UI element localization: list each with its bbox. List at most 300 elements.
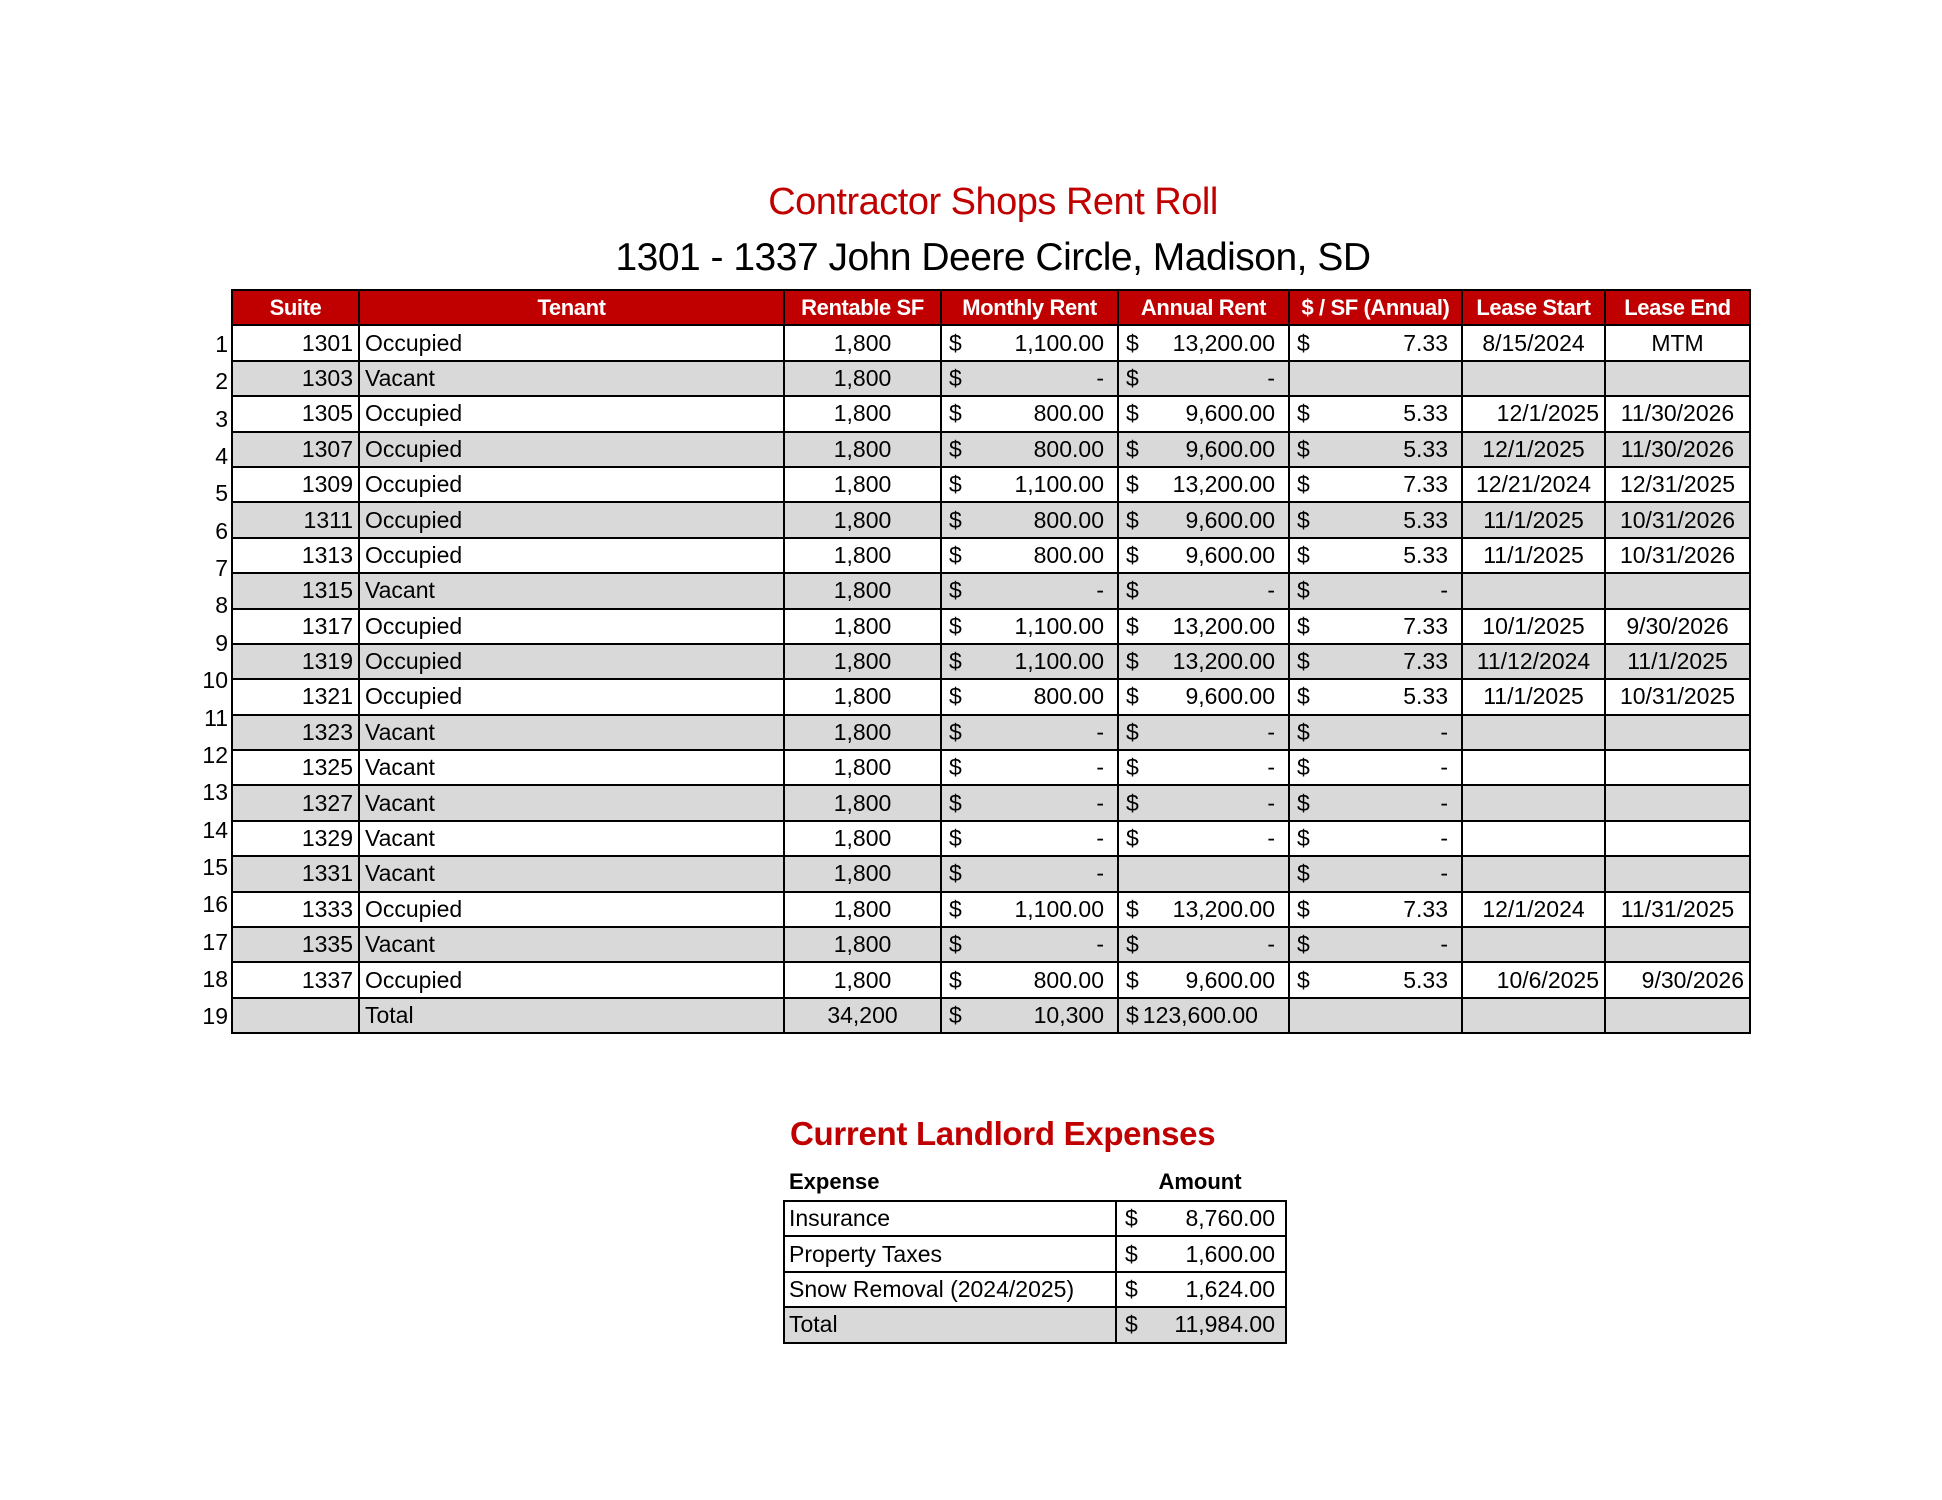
currency-symbol: $	[949, 435, 962, 462]
expense-row	[784, 1236, 1286, 1271]
rentable-sf-cell: 1,800	[784, 644, 941, 679]
col-header-monthly-rent: Monthly Rent	[941, 290, 1118, 325]
lease-end-cell	[1605, 927, 1750, 962]
rentable-sf-cell: 1,800	[784, 325, 941, 360]
expenses-title: Current Landlord Expenses	[790, 1115, 1216, 1152]
rentable-sf-cell: 1,800	[784, 396, 941, 431]
suite-cell: 1305	[232, 396, 359, 431]
annual-value: -	[1267, 825, 1275, 852]
currency-symbol: $	[949, 718, 962, 745]
monthly-cell	[941, 325, 1118, 360]
lease-end-cell: 9/30/2026	[1605, 609, 1750, 644]
annual-value: 9,600.00	[1185, 683, 1275, 710]
monthly-value: 800.00	[1033, 541, 1104, 568]
currency-symbol: $	[1297, 754, 1310, 781]
expense-name: Property Taxes	[784, 1236, 1116, 1271]
lease-end-cell	[1605, 856, 1750, 891]
row-number: 6	[215, 517, 228, 544]
currency-symbol: $	[949, 541, 962, 568]
lease-start-cell: 12/1/2025	[1462, 396, 1605, 431]
lease-end-cell: 12/31/2025	[1605, 467, 1750, 502]
suite-cell: 1327	[232, 785, 359, 820]
annual-cell	[1118, 573, 1289, 608]
expenses-col-expense: Expense	[789, 1169, 880, 1194]
rentable-sf-cell: 1,800	[784, 538, 941, 573]
row-number: 8	[215, 592, 228, 619]
table-row	[232, 892, 1750, 927]
rentable-sf-cell: 1,800	[784, 502, 941, 537]
total-monthly-value: 10,300	[1033, 1002, 1104, 1028]
currency-symbol: $	[949, 612, 962, 639]
table-row	[232, 361, 1750, 396]
total-annual-cell	[1118, 998, 1289, 1033]
suite-cell: 1317	[232, 609, 359, 644]
annual-cell	[1118, 750, 1289, 785]
rentable-sf-cell: 1,800	[784, 892, 941, 927]
lease-start-cell	[1462, 821, 1605, 856]
monthly-cell	[941, 502, 1118, 537]
table-row	[232, 785, 1750, 820]
currency-symbol: $	[1297, 506, 1310, 533]
suite-cell: 1319	[232, 644, 359, 679]
annual-cell	[1118, 892, 1289, 927]
tenant-cell: Vacant	[359, 856, 784, 891]
currency-symbol: $	[949, 648, 962, 675]
currency-symbol: $	[1125, 1311, 1138, 1338]
monthly-value: 800.00	[1033, 400, 1104, 427]
currency-symbol: $	[949, 789, 962, 816]
psf-cell	[1289, 644, 1462, 679]
currency-symbol: $	[949, 1002, 962, 1028]
currency-symbol: $	[949, 895, 962, 922]
annual-cell	[1118, 785, 1289, 820]
row-number: 7	[215, 555, 228, 582]
lease-end-cell: 11/31/2025	[1605, 892, 1750, 927]
suite-cell: 1301	[232, 325, 359, 360]
annual-cell	[1118, 502, 1289, 537]
lease-start-cell: 11/12/2024	[1462, 644, 1605, 679]
monthly-cell	[941, 927, 1118, 962]
monthly-cell	[941, 609, 1118, 644]
monthly-value: -	[1096, 364, 1104, 391]
currency-symbol: $	[1297, 329, 1310, 356]
suite-cell: 1307	[232, 432, 359, 467]
currency-symbol: $	[1125, 1205, 1138, 1232]
annual-cell	[1118, 856, 1289, 891]
monthly-cell	[941, 892, 1118, 927]
suite-cell: 1315	[232, 573, 359, 608]
expense-amount: 8,760.00	[1185, 1205, 1275, 1232]
tenant-cell: Occupied	[359, 644, 784, 679]
currency-symbol: $	[1125, 1240, 1138, 1267]
tenant-cell: Occupied	[359, 962, 784, 997]
annual-value: -	[1267, 789, 1275, 816]
annual-value: 9,600.00	[1185, 966, 1275, 993]
lease-start-cell: 11/1/2025	[1462, 679, 1605, 714]
suite-cell: 1303	[232, 361, 359, 396]
total-label: Total	[359, 998, 784, 1033]
monthly-value: -	[1096, 825, 1104, 852]
expense-amount-cell	[1116, 1307, 1286, 1342]
psf-cell	[1289, 785, 1462, 820]
monthly-value: 1,100.00	[1014, 612, 1104, 639]
monthly-cell	[941, 821, 1118, 856]
expense-amount-cell	[1116, 1201, 1286, 1236]
annual-cell	[1118, 467, 1289, 502]
psf-value: -	[1440, 577, 1448, 604]
psf-cell	[1289, 538, 1462, 573]
monthly-cell	[941, 396, 1118, 431]
lease-end-cell: 11/30/2026	[1605, 432, 1750, 467]
annual-cell	[1118, 325, 1289, 360]
annual-cell	[1118, 927, 1289, 962]
row-number: 2	[215, 368, 228, 395]
suite-cell: 1335	[232, 927, 359, 962]
expense-name: Snow Removal (2024/2025)	[784, 1272, 1116, 1307]
annual-cell	[1118, 821, 1289, 856]
currency-symbol: $	[1126, 400, 1139, 427]
lease-end-cell	[1605, 715, 1750, 750]
table-row	[232, 750, 1750, 785]
annual-cell	[1118, 715, 1289, 750]
currency-symbol: $	[949, 329, 962, 356]
monthly-cell	[941, 644, 1118, 679]
row-number: 10	[202, 667, 228, 694]
psf-value: -	[1440, 718, 1448, 745]
monthly-value: -	[1096, 754, 1104, 781]
monthly-value: 800.00	[1033, 506, 1104, 533]
lease-end-cell	[1605, 785, 1750, 820]
rentable-sf-cell: 1,800	[784, 573, 941, 608]
psf-value: 7.33	[1403, 895, 1448, 922]
row-number: 13	[202, 779, 228, 806]
lease-start-cell: 11/1/2025	[1462, 502, 1605, 537]
psf-cell	[1289, 821, 1462, 856]
annual-cell	[1118, 396, 1289, 431]
lease-end-cell	[1605, 750, 1750, 785]
expense-amount: 1,624.00	[1185, 1275, 1275, 1302]
monthly-cell	[941, 573, 1118, 608]
row-number: 17	[202, 928, 228, 955]
expense-amount: 1,600.00	[1185, 1240, 1275, 1267]
suite-cell: 1313	[232, 538, 359, 573]
annual-cell	[1118, 538, 1289, 573]
suite-cell: 1325	[232, 750, 359, 785]
monthly-cell	[941, 361, 1118, 396]
psf-cell	[1289, 396, 1462, 431]
tenant-cell: Occupied	[359, 502, 784, 537]
psf-cell	[1289, 715, 1462, 750]
row-number: 3	[215, 405, 228, 432]
lease-start-cell: 12/21/2024	[1462, 467, 1605, 502]
currency-symbol: $	[1126, 931, 1139, 958]
total-rentable-sf: 34,200	[784, 998, 941, 1033]
monthly-value: 800.00	[1033, 683, 1104, 710]
currency-symbol: $	[949, 825, 962, 852]
row-number: 5	[215, 480, 228, 507]
lease-start-cell	[1462, 715, 1605, 750]
lease-start-cell	[1462, 750, 1605, 785]
rent-roll-table	[231, 289, 1751, 1034]
suite-cell: 1337	[232, 962, 359, 997]
lease-end-cell: 10/31/2026	[1605, 502, 1750, 537]
lease-start-cell: 12/1/2025	[1462, 432, 1605, 467]
currency-symbol: $	[1126, 435, 1139, 462]
psf-value: -	[1440, 860, 1448, 887]
header-row	[232, 290, 1750, 325]
psf-value: 7.33	[1403, 612, 1448, 639]
currency-symbol: $	[1297, 789, 1310, 816]
rentable-sf-cell: 1,800	[784, 467, 941, 502]
currency-symbol: $	[949, 931, 962, 958]
tenant-cell: Occupied	[359, 892, 784, 927]
annual-cell	[1118, 609, 1289, 644]
psf-value: -	[1440, 754, 1448, 781]
currency-symbol: $	[949, 364, 962, 391]
currency-symbol: $	[1297, 718, 1310, 745]
rentable-sf-cell: 1,800	[784, 361, 941, 396]
annual-value: -	[1267, 931, 1275, 958]
psf-cell	[1289, 361, 1462, 396]
psf-value: 7.33	[1403, 471, 1448, 498]
table-row	[232, 432, 1750, 467]
tenant-cell: Vacant	[359, 361, 784, 396]
tenant-cell: Occupied	[359, 396, 784, 431]
lease-end-cell: 9/30/2026	[1605, 962, 1750, 997]
suite-cell: 1321	[232, 679, 359, 714]
annual-value: 13,200.00	[1172, 895, 1275, 922]
currency-symbol: $	[1126, 718, 1139, 745]
table-row	[232, 396, 1750, 431]
currency-symbol: $	[1126, 895, 1139, 922]
currency-symbol: $	[949, 860, 962, 887]
lease-start-cell	[1462, 856, 1605, 891]
currency-symbol: $	[1126, 506, 1139, 533]
col-header-lease-start: Lease Start	[1462, 290, 1605, 325]
lease-start-cell	[1462, 927, 1605, 962]
expense-name: Total	[784, 1307, 1116, 1342]
row-number: 1	[215, 331, 228, 357]
page-title: Contractor Shops Rent Roll	[768, 181, 1218, 223]
psf-cell	[1289, 467, 1462, 502]
rentable-sf-cell: 1,800	[784, 962, 941, 997]
tenant-cell: Vacant	[359, 821, 784, 856]
col-header-lease-end: Lease End	[1605, 290, 1750, 325]
lease-end-cell: 10/31/2026	[1605, 538, 1750, 573]
total-lease-start-cell	[1462, 998, 1605, 1033]
table-row	[232, 325, 1750, 360]
annual-value: 9,600.00	[1185, 541, 1275, 568]
rentable-sf-cell: 1,800	[784, 821, 941, 856]
table-row	[232, 715, 1750, 750]
tenant-cell: Vacant	[359, 785, 784, 820]
annual-value: -	[1267, 754, 1275, 781]
lease-start-cell: 12/1/2024	[1462, 892, 1605, 927]
row-number: 18	[202, 965, 228, 992]
currency-symbol: $	[949, 683, 962, 710]
psf-value: 5.33	[1403, 400, 1448, 427]
col-header-tenant: Tenant	[359, 290, 784, 325]
rentable-sf-cell: 1,800	[784, 856, 941, 891]
currency-symbol: $	[949, 471, 962, 498]
psf-value: 5.33	[1403, 435, 1448, 462]
lease-start-cell	[1462, 361, 1605, 396]
monthly-cell	[941, 432, 1118, 467]
row-number: 9	[215, 629, 228, 656]
monthly-cell	[941, 679, 1118, 714]
annual-value: 9,600.00	[1185, 506, 1275, 533]
psf-cell	[1289, 962, 1462, 997]
annual-cell	[1118, 361, 1289, 396]
lease-start-cell	[1462, 785, 1605, 820]
currency-symbol: $	[1297, 966, 1310, 993]
currency-symbol: $	[1297, 577, 1310, 604]
psf-value: 7.33	[1403, 329, 1448, 356]
currency-symbol: $	[1126, 966, 1139, 993]
row-number: 16	[202, 891, 228, 918]
expense-amount-cell	[1116, 1236, 1286, 1271]
currency-symbol: $	[1297, 648, 1310, 675]
currency-symbol: $	[949, 754, 962, 781]
psf-cell	[1289, 325, 1462, 360]
monthly-cell	[941, 856, 1118, 891]
suite-cell: 1331	[232, 856, 359, 891]
currency-symbol: $	[1126, 471, 1139, 498]
monthly-cell	[941, 750, 1118, 785]
monthly-value: 800.00	[1033, 966, 1104, 993]
table-row	[232, 573, 1750, 608]
currency-symbol: $	[1126, 754, 1139, 781]
expense-total-row	[784, 1307, 1286, 1342]
monthly-value: 1,100.00	[1014, 895, 1104, 922]
lease-end-cell: 11/30/2026	[1605, 396, 1750, 431]
tenant-cell: Occupied	[359, 538, 784, 573]
col-header-annual-rent: Annual Rent	[1118, 290, 1289, 325]
expense-name: Insurance	[784, 1201, 1116, 1236]
psf-value: -	[1440, 789, 1448, 816]
row-number: 12	[202, 741, 228, 768]
currency-symbol: $	[1126, 612, 1139, 639]
lease-end-cell: 11/1/2025	[1605, 644, 1750, 679]
lease-end-cell: MTM	[1605, 325, 1750, 360]
expense-row	[784, 1272, 1286, 1307]
psf-cell	[1289, 750, 1462, 785]
monthly-cell	[941, 467, 1118, 502]
table-row	[232, 644, 1750, 679]
currency-symbol: $	[1126, 577, 1139, 604]
currency-symbol: $	[949, 506, 962, 533]
total-monthly-cell	[941, 998, 1118, 1033]
currency-symbol: $	[1297, 931, 1310, 958]
currency-symbol: $	[1297, 683, 1310, 710]
lease-start-cell: 10/1/2025	[1462, 609, 1605, 644]
psf-cell	[1289, 502, 1462, 537]
lease-start-cell: 11/1/2025	[1462, 538, 1605, 573]
currency-symbol: $	[949, 966, 962, 993]
annual-value: -	[1267, 718, 1275, 745]
table-row	[232, 927, 1750, 962]
psf-cell	[1289, 856, 1462, 891]
annual-value: 9,600.00	[1185, 400, 1275, 427]
psf-value: 7.33	[1403, 648, 1448, 675]
total-row	[232, 998, 1750, 1033]
rentable-sf-cell: 1,800	[784, 927, 941, 962]
total-suite-cell	[232, 998, 359, 1033]
monthly-cell	[941, 538, 1118, 573]
monthly-value: -	[1096, 577, 1104, 604]
annual-value: -	[1267, 577, 1275, 604]
rentable-sf-cell: 1,800	[784, 750, 941, 785]
expense-amount: 11,984.00	[1174, 1311, 1275, 1338]
psf-value: -	[1440, 931, 1448, 958]
monthly-cell	[941, 962, 1118, 997]
table-row	[232, 679, 1750, 714]
annual-value: -	[1267, 364, 1275, 391]
psf-cell	[1289, 927, 1462, 962]
annual-value: 13,200.00	[1172, 471, 1275, 498]
lease-end-cell	[1605, 361, 1750, 396]
table-row	[232, 502, 1750, 537]
monthly-value: 800.00	[1033, 435, 1104, 462]
row-number: 11	[204, 704, 228, 731]
monthly-value: 1,100.00	[1014, 648, 1104, 675]
tenant-cell: Occupied	[359, 432, 784, 467]
lease-start-cell	[1462, 573, 1605, 608]
currency-symbol: $	[1297, 825, 1310, 852]
col-header-suite: Suite	[232, 290, 359, 325]
tenant-cell: Vacant	[359, 927, 784, 962]
psf-value: 5.33	[1403, 506, 1448, 533]
currency-symbol: $	[1297, 435, 1310, 462]
tenant-cell: Occupied	[359, 325, 784, 360]
currency-symbol: $	[1126, 329, 1139, 356]
table-row	[232, 821, 1750, 856]
table-row	[232, 467, 1750, 502]
row-number: 4	[215, 443, 228, 470]
lease-start-cell: 8/15/2024	[1462, 325, 1605, 360]
lease-end-cell: 10/31/2025	[1605, 679, 1750, 714]
rentable-sf-cell: 1,800	[784, 679, 941, 714]
psf-value: -	[1440, 825, 1448, 852]
expenses-table	[783, 1200, 1287, 1344]
currency-symbol: $	[1126, 825, 1139, 852]
monthly-value: -	[1096, 789, 1104, 816]
monthly-value: -	[1096, 860, 1104, 887]
row-number: 19	[202, 1003, 228, 1030]
expense-amount-cell	[1116, 1272, 1286, 1307]
tenant-cell: Vacant	[359, 750, 784, 785]
currency-symbol: $	[1297, 860, 1310, 887]
table-row	[232, 538, 1750, 573]
currency-symbol: $	[1126, 364, 1139, 391]
row-number: 15	[202, 853, 228, 880]
currency-symbol: $	[1297, 541, 1310, 568]
expenses-col-amount: Amount	[1158, 1169, 1242, 1194]
row-number: 14	[202, 816, 228, 843]
total-annual-value: 123,600.00	[1142, 1002, 1258, 1028]
tenant-cell: Vacant	[359, 715, 784, 750]
tenant-cell: Occupied	[359, 609, 784, 644]
currency-symbol: $	[1126, 683, 1139, 710]
currency-symbol: $	[1126, 541, 1139, 568]
annual-value: 13,200.00	[1172, 648, 1275, 675]
lease-end-cell	[1605, 573, 1750, 608]
tenant-cell: Vacant	[359, 573, 784, 608]
suite-cell: 1309	[232, 467, 359, 502]
monthly-cell	[941, 715, 1118, 750]
rentable-sf-cell: 1,800	[784, 785, 941, 820]
suite-cell: 1333	[232, 892, 359, 927]
